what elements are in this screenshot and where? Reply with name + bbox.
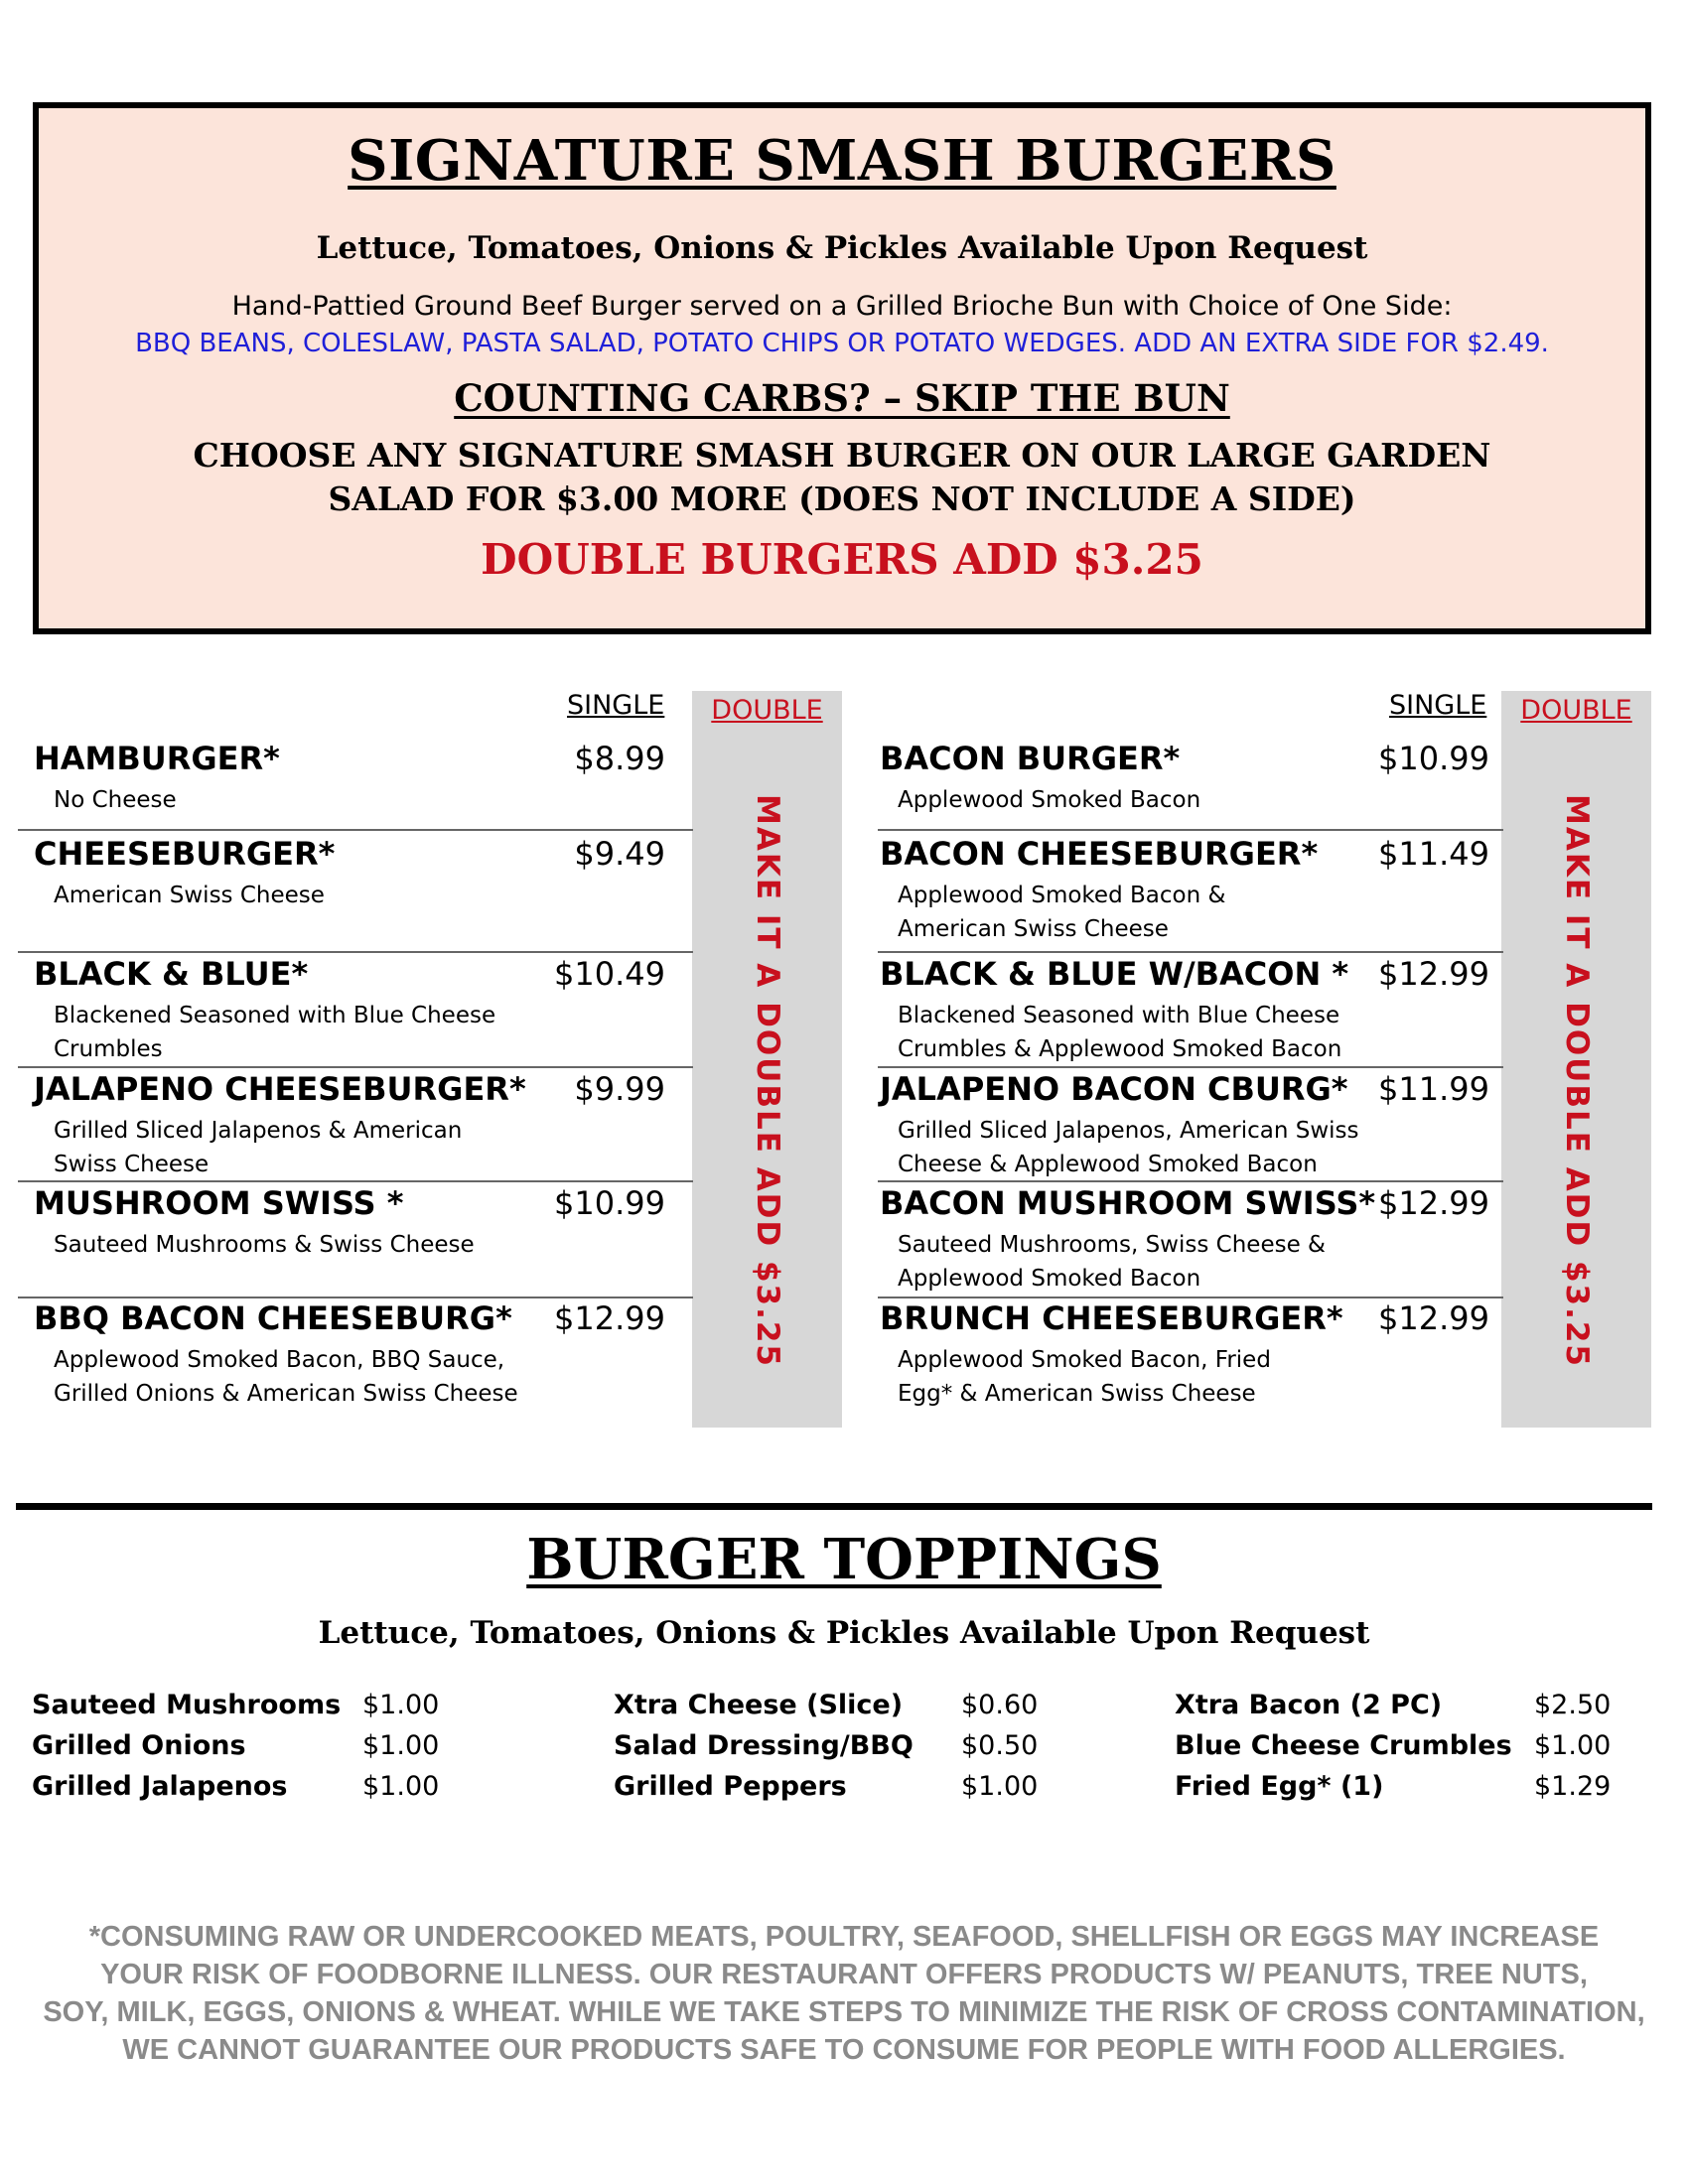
topping-price: $1.29 [1534,1771,1612,1802]
item-name: HAMBURGER* [34,740,280,777]
item-description-line: Applewood Smoked Bacon [898,787,1201,813]
item-name: JALAPENO BACON CBURG* [880,1070,1348,1108]
row-divider [18,1066,693,1068]
item-description-line: Crumbles & Applewood Smoked Bacon [898,1036,1342,1062]
row-divider [18,1180,693,1182]
item-price: $11.49 [1378,835,1489,873]
header-box [33,102,1651,634]
item-description [880,1114,1359,1181]
menu-subtitle: Lettuce, Tomatoes, Onions & Pickles Available Upon Request [316,230,1368,266]
menu-item [880,740,1200,817]
item-description-line: Cheese & Applewood Smoked Bacon [898,1152,1318,1177]
item-price: $10.49 [554,955,665,993]
topping-price: $0.60 [961,1690,1039,1720]
section-divider [16,1503,1652,1510]
item-description [34,879,335,912]
menu-item [34,740,280,817]
menu-item [880,955,1348,1066]
row-divider [18,951,693,953]
item-description-line: Sauteed Mushrooms & Swiss Cheese [54,1232,475,1258]
topping-name: Grilled Jalapenos [32,1771,288,1802]
item-name: JALAPENO CHEESEBURGER* [34,1070,526,1108]
row-divider [878,1297,1503,1298]
item-description [34,783,280,817]
item-name: BRUNCH CHEESEBURGER* [880,1299,1343,1337]
topping-name: Salad Dressing/BBQ [614,1730,914,1761]
row-divider [878,1066,1503,1068]
disclaimer-line: WE CANNOT GUARANTEE OUR PRODUCTS SAFE TO CONSUME FOR PEOPLE WITH FOOD ALLERGIES. [122,2034,1566,2066]
item-description-line: Applewood Smoked Bacon, BBQ Sauce, [54,1347,505,1373]
menu-item [34,1299,518,1411]
topping-name: Sauteed Mushrooms [32,1690,342,1720]
item-description-line: Blackened Seasoned with Blue Cheese [898,1003,1340,1028]
item-price: $8.99 [574,740,665,777]
single-column-header-left: SINGLE [567,690,665,721]
row-divider [878,1180,1503,1182]
salad-option-line1: CHOOSE ANY SIGNATURE SMASH BURGER ON OUR LARGE GARDEN [193,436,1491,475]
item-description-line: Crumbles [54,1036,163,1062]
item-description [880,1228,1375,1296]
disclaimer-line: YOUR RISK OF FOODBORNE ILLNESS. OUR RESTAURANT OFFERS PRODUCTS W/ PEANUTS, TREE NUTS, [100,1959,1588,1990]
make-it-double-note-left: MAKE IT A DOUBLE ADD $3.25 [749,794,785,1369]
double-band-left [692,691,842,1428]
item-name: BACON CHEESEBURGER* [880,835,1319,873]
topping-name: Blue Cheese Crumbles [1175,1730,1512,1761]
item-description [34,999,495,1066]
item-description-line: American Swiss Cheese [54,883,325,908]
row-divider [878,829,1503,831]
item-price: $9.99 [574,1070,665,1108]
item-description [34,1114,526,1181]
salad-option-line2: SALAD FOR $3.00 MORE (DOES NOT INCLUDE A SIDE) [328,479,1356,518]
item-description-line: Grilled Onions & American Swiss Cheese [54,1381,518,1407]
toppings-title: BURGER TOPPINGS [526,1527,1162,1592]
item-price: $10.99 [554,1184,665,1222]
row-divider [878,951,1503,953]
item-description [880,999,1348,1066]
topping-name: Xtra Bacon (2 PC) [1175,1690,1443,1720]
item-price: $12.99 [1378,1299,1489,1337]
item-description-line: Swiss Cheese [54,1152,210,1177]
menu-title: SIGNATURE SMASH BURGERS [348,128,1336,194]
double-band-right [1501,691,1651,1428]
menu-item [880,1070,1359,1181]
item-name: BACON BURGER* [880,740,1181,777]
topping-price: $1.00 [1534,1730,1612,1761]
item-description-line: Grilled Sliced Jalapenos, American Swiss [898,1118,1359,1144]
topping-name: Grilled Onions [32,1730,246,1761]
burger-description: Hand-Pattied Ground Beef Burger served on a Grilled Brioche Bun with Choice of One Side: [231,291,1453,322]
menu-item [34,1070,526,1181]
item-description-line: No Cheese [54,787,177,813]
item-description [34,1343,518,1411]
topping-name: Fried Egg* (1) [1175,1771,1384,1802]
topping-price: $1.00 [362,1771,440,1802]
row-divider [18,829,693,831]
item-description-line: Applewood Smoked Bacon & [898,883,1226,908]
item-description [880,879,1318,946]
toppings-subtitle: Lettuce, Tomatoes, Onions & Pickles Available Upon Request [318,1615,1370,1651]
item-price: $12.99 [1378,1184,1489,1222]
item-name: CHEESEBURGER* [34,835,336,873]
item-name: MUSHROOM SWISS * [34,1184,404,1222]
double-column-header-right: DOUBLE [1520,695,1632,726]
double-burger-note: DOUBLE BURGERS ADD $3.25 [481,535,1203,584]
topping-name: Grilled Peppers [614,1771,847,1802]
disclaimer-line: SOY, MILK, EGGS, ONIONS & WHEAT. WHILE WE TAKE STEPS TO MINIMIZE THE RISK OF CROSS CONTAMINATION, [43,1996,1645,2028]
item-price: $12.99 [554,1299,665,1337]
disclaimer-line: *CONSUMING RAW OR UNDERCOOKED MEATS, POULTRY, SEAFOOD, SHELLFISH OR EGGS MAY INCREASE [88,1921,1600,1953]
side-options: BBQ BEANS, COLESLAW, PASTA SALAD, POTATO CHIPS OR POTATO WEDGES. ADD AN EXTRA SIDE FOR $2.49. [135,329,1549,358]
item-price: $10.99 [1378,740,1489,777]
topping-price: $1.00 [362,1730,440,1761]
item-description [880,1343,1343,1411]
topping-name: Xtra Cheese (Slice) [614,1690,904,1720]
topping-price: $0.50 [961,1730,1039,1761]
item-description-line: Applewood Smoked Bacon [898,1266,1201,1292]
item-name: BLACK & BLUE W/BACON * [880,955,1349,993]
carbs-heading: COUNTING CARBS? – SKIP THE BUN [454,376,1230,420]
item-name: BLACK & BLUE* [34,955,309,993]
item-description-line: Applewood Smoked Bacon, Fried [898,1347,1271,1373]
topping-price: $1.00 [961,1771,1039,1802]
item-description [34,1228,475,1262]
item-description-line: Grilled Sliced Jalapenos & American [54,1118,463,1144]
menu-item [34,835,335,912]
menu-item [34,1184,475,1262]
menu-item [880,835,1318,946]
item-price: $9.49 [574,835,665,873]
single-column-header-right: SINGLE [1389,690,1487,721]
item-price: $11.99 [1378,1070,1489,1108]
menu-item [34,955,495,1066]
item-name: BACON MUSHROOM SWISS* [880,1184,1376,1222]
double-column-header-left: DOUBLE [711,695,823,726]
menu-item [880,1184,1375,1296]
make-it-double-note-right: MAKE IT A DOUBLE ADD $3.25 [1558,794,1595,1369]
item-description-line: Blackened Seasoned with Blue Cheese [54,1003,496,1028]
item-description-line: Sauteed Mushrooms, Swiss Cheese & [898,1232,1326,1258]
topping-price: $2.50 [1534,1690,1612,1720]
item-price: $12.99 [1378,955,1489,993]
item-name: BBQ BACON CHEESEBURG* [34,1299,512,1337]
item-description-line: Egg* & American Swiss Cheese [898,1381,1256,1407]
row-divider [18,1297,693,1298]
menu-item [880,1299,1343,1411]
item-description [880,783,1200,817]
topping-price: $1.00 [362,1690,440,1720]
item-description-line: American Swiss Cheese [898,916,1169,942]
